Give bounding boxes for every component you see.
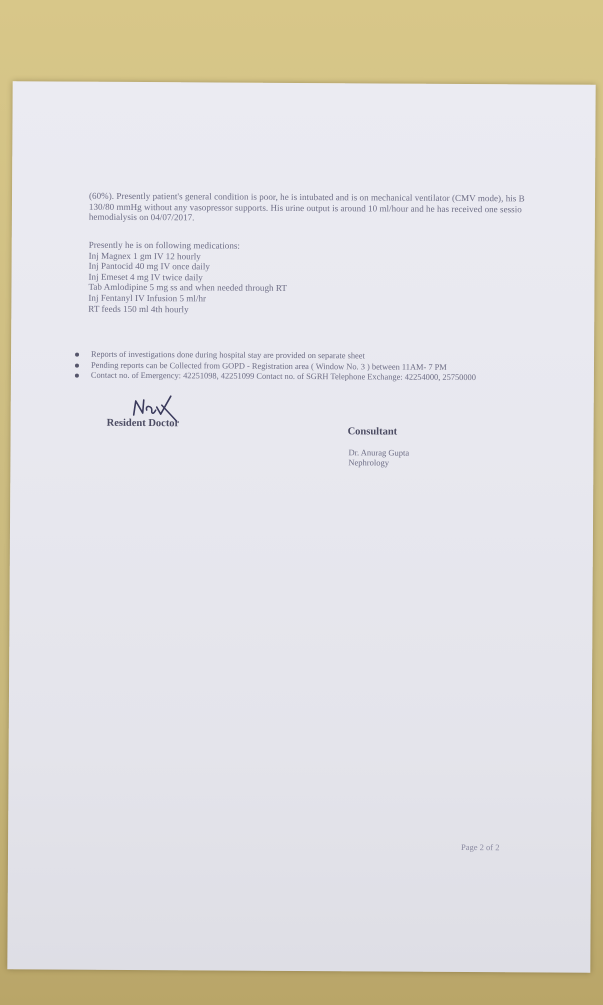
clinical-summary: [89, 191, 525, 225]
medication-item: Tab Amlodipine 5 mg ss and when needed through RT: [88, 282, 287, 294]
notes-list: [75, 350, 476, 384]
page-number: Page 2 of 2: [461, 841, 500, 853]
medication-item: Inj Emeset 4 mg IV twice daily: [88, 271, 203, 283]
medication-heading: Presently he is on following medications:: [88, 239, 241, 251]
consultant-details: [348, 447, 409, 467]
medication-item: Inj Pantocid 40 mg IV once daily: [88, 260, 211, 272]
medication-item: RT feeds 150 ml 4th hourly: [88, 303, 189, 314]
medication-item: Inj Fentanyl IV Infusion 5 ml/hr: [88, 292, 207, 304]
summary-line: (60%). Presently patient's general condition is poor, he is intubated and is on mechanical ventilator (CMV mode), his B: [88, 190, 525, 204]
bullet-icon: [75, 374, 79, 378]
note-text: Reports of investigations done during hospital stay are provided on separate sheet: [91, 349, 365, 361]
document-page: [7, 81, 595, 973]
bullet-icon: [75, 363, 79, 367]
medication-item: Inj Magnex 1 gm IV 12 hourly: [88, 250, 201, 261]
summary-line: 130/80 mmHg without any vasopressor supports. His urine output is around 10 ml/hour and he has received one sessio: [88, 201, 522, 214]
note-text: Contact no. of Emergency: 42251098, 42251099 Contact no. of SGRH Telephone Exchange: 42254000, 25750000: [90, 370, 476, 383]
summary-line: hemodialysis on 04/07/2017.: [88, 211, 195, 223]
bullet-icon: [75, 353, 79, 357]
resident-doctor-label: Resident Doctor: [106, 417, 180, 430]
note-text: Pending reports can be Collected from GOPD - Registration area ( Window No. 3 ) between 11AM- 7 PM: [90, 360, 447, 372]
consultant-name: Dr. Anurag Gupta: [348, 447, 410, 458]
note-item: [75, 371, 476, 384]
medication-list: [88, 240, 287, 315]
consultant-label: Consultant: [347, 426, 398, 438]
consultant-department: Nephrology: [348, 457, 390, 468]
